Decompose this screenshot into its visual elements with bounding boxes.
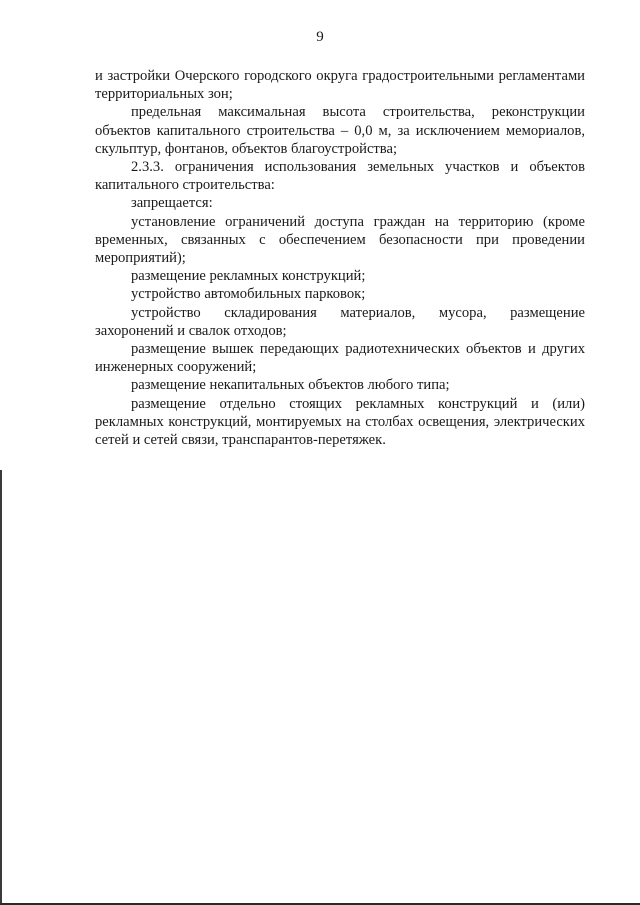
paragraph-prohibited-heading: запрещается: — [131, 195, 213, 212]
paragraph-advertising: размещение рекламных конструкций; — [131, 268, 366, 285]
paragraph-towers: размещение вышек передающих радиотехнических объектов и других инженерных сооружений; — [95, 341, 585, 376]
paragraph-section-2-3-3: 2.3.3. ограничения использования земельных участков и объектов капитального строительства: — [95, 159, 585, 194]
scan-edge-left — [0, 470, 2, 905]
paragraph-non-capital-objects: размещение некапитальных объектов любого типа; — [131, 377, 450, 394]
page-number: 9 — [316, 29, 324, 45]
paragraph-parking: устройство автомобильных парковок; — [131, 286, 366, 303]
paragraph-storage: устройство складирования материалов, мусора, размещение захоронений и свалок отходов; — [95, 304, 585, 339]
paragraph-continuation: и застройки Очерского городского округа градостроительными регламентами территориальных зон; — [95, 68, 585, 103]
paragraph-standalone-ads: размещение отдельно стоящих рекламных конструкций и (или) рекламных конструкций, монтируемых на столбах освещения, электрических сетей и сетей связи, транспарантов-перетяжек. — [95, 395, 585, 449]
document-body — [95, 67, 585, 449]
paragraph-max-height: предельная максимальная высота строительства, реконструкции объектов капитального строительства – 0,0 м, за исключением мемориалов, скульптур, фонтанов, объектов благоустройства; — [95, 104, 585, 157]
paragraph-access-restriction: установление ограничений доступа граждан на территорию (кроме временных, связанных с обеспечением безопасности при проведении мероприятий); — [95, 213, 585, 267]
